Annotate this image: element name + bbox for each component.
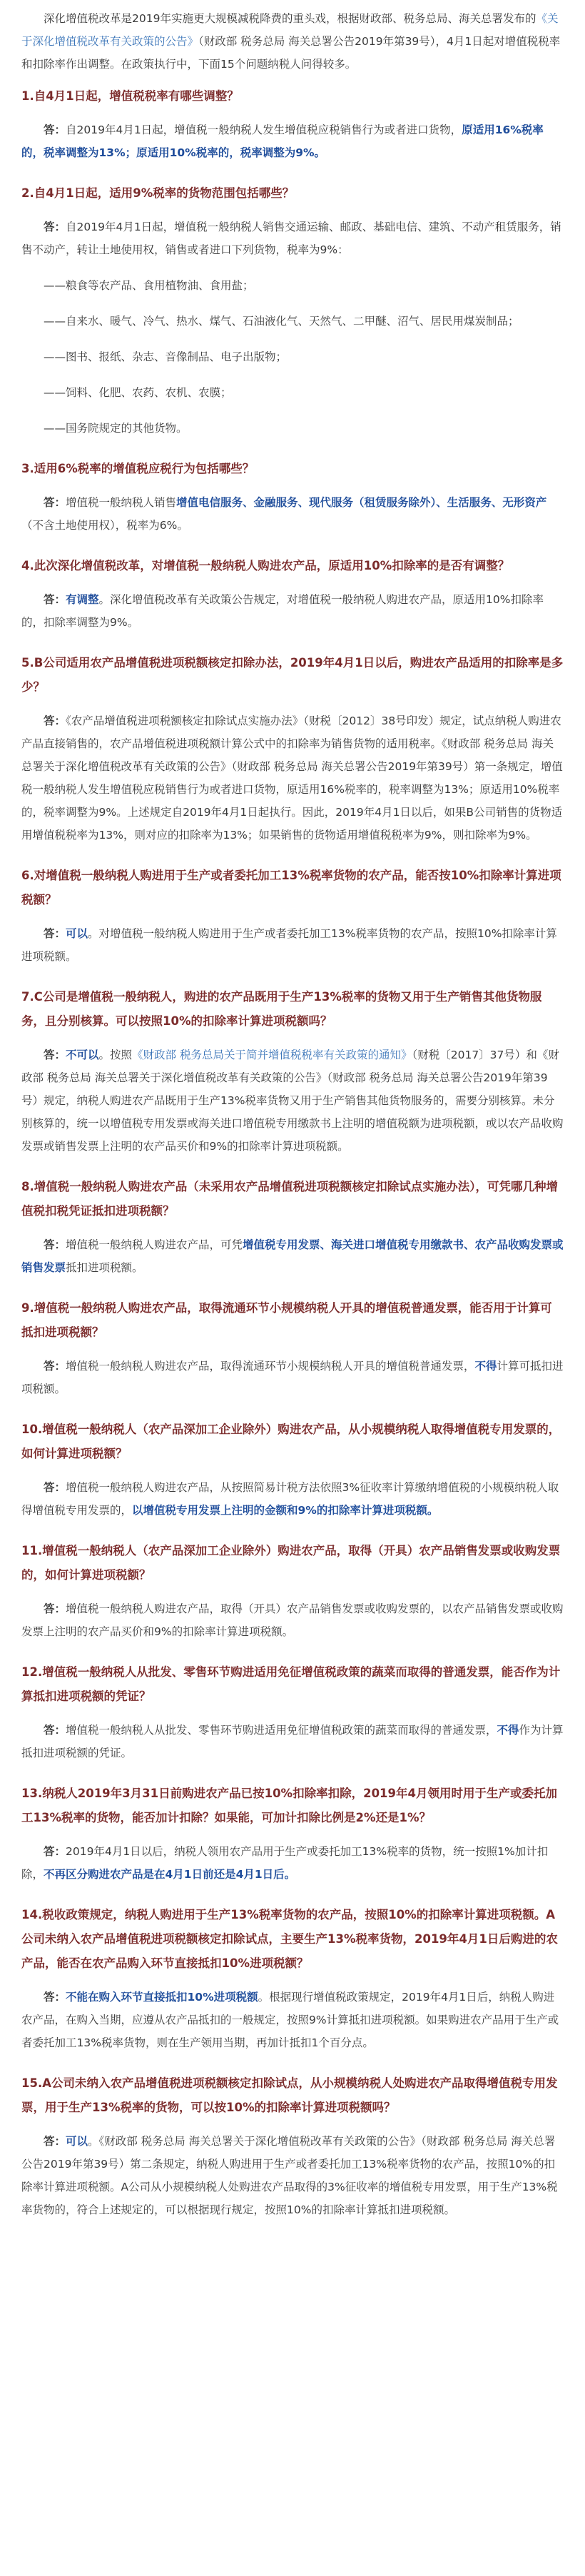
- qa-item-9: [21, 1296, 564, 1400]
- qa-item-13: [21, 1782, 564, 1886]
- question-11: 11.增值税一般纳税人（农产品深加工企业除外）购进农产品，取得（开具）农产品销售发票或收购发票的，如何计算进项税额？: [21, 1544, 561, 1582]
- question-7: 7.C公司是增值税一般纳税人，购进的农产品既用于生产13%税率的货物又用于生产销售其他货物服务，且分别核算。可以按照10%的扣除率计算进项税额吗？: [21, 990, 542, 1028]
- qa-item-15: [21, 2071, 564, 2221]
- qa-item-8: [21, 1175, 564, 1279]
- answer-8: 答：增值税一般纳税人购进农产品，可凭增值税专用发票、海关进口增值税专用缴款书、农产品收购发票或销售发票抵扣进项税额。: [21, 1238, 564, 1274]
- question-4: 4.此次深化增值税改革，对增值税一般纳税人购进农产品，原适用10%扣除率的是否有调整？: [21, 559, 510, 572]
- list-item: ——粮食等农产品、食用植物油、食用盐；: [44, 279, 254, 292]
- qa-item-3: [21, 457, 564, 537]
- qa-item-7: [21, 985, 564, 1158]
- list-item: ——饲料、化肥、农药、农机、农膜；: [44, 386, 232, 399]
- qa-item-4: [21, 554, 564, 634]
- list-item: ——图书、报纸、杂志、音像制品、电子出版物；: [44, 350, 288, 363]
- question-10: 10.增值税一般纳税人（农产品深加工企业除外）购进农产品，从小规模纳税人取得增值税专用发票的，如何计算进项税额？: [21, 1423, 561, 1460]
- answer-2: 答：自2019年4月1日起，增值税一般纳税人销售交通运输、邮政、基础电信、建筑、不动产租赁服务，销售不动产，转让土地使用权，销售或者进口下列货物，税率为9%：: [21, 221, 561, 256]
- question-1: 1.自4月1日起，增值税税率有哪些调整？: [21, 89, 239, 103]
- answer-3: 答：增值税一般纳税人销售增值电信服务、金融服务、现代服务（租赁服务除外）、生活服务、无形资产（不含土地使用权），税率为6%。: [21, 496, 547, 532]
- answer-6: 答：可以。对增值税一般纳税人购进用于生产或者委托加工13%税率货物的农产品，按照10%扣除率计算进项税额。: [21, 927, 557, 963]
- qa-item-1: [21, 84, 564, 164]
- qa-item-14: [21, 1903, 564, 2054]
- policy-link[interactable]: 《关于深化增值税改革有关政策的公告》: [21, 12, 559, 48]
- qa-item-6: [21, 864, 564, 968]
- qa-item-2: [21, 181, 564, 440]
- list-item: ——国务院规定的其他货物。: [44, 422, 188, 435]
- question-9: 9.增值税一般纳税人购进农产品，取得流通环节小规模纳税人开具的增值税普通发票，能否用于计算可抵扣进项税额？: [21, 1301, 552, 1339]
- answer-5: 答：《农产品增值税进项税额核定扣除试点实施办法》（财税〔2012〕38号印发）规定，试点纳税人购进农产品直接销售的，农产品增值税进项税额计算公式中的扣除率为销售货物的适用税率。《财政部 税务总局 海关总署关于深化增值税改革有关政策的公告》（财政部 税务总局 海关总署公告2019年第39号）第一条规定，增值税一般纳税人发生增值税应税销售行为或者进口货物，原适用16%税率的，税率调整为13%；原适用10%税率的，税率调整为9%。上述规定自2019年4月1日起执行。因此，2019年4月1日以后，如果B公司销售的货物适用增值税税率为13%，则对应的扣除率为13%；如果销售的货物适用增值税税率为9%，则扣除率为9%。: [21, 714, 563, 842]
- question-15: 15.A公司未纳入农产品增值税进项税额核定扣除试点，从小规模纳税人处购进农产品取得增值税专用发票，用于生产13%税率的货物，可以按10%的扣除率计算进项税额吗？: [21, 2076, 558, 2114]
- qa-item-12: [21, 1660, 564, 1764]
- intro-paragraph: 深化增值税改革是2019年实施更大规模减税降费的重头戏，根据财政部、税务总局、海关总署发布的《关于深化增值税改革有关政策的公告》（财政部 税务总局 海关总署公告2019年第39号），4月1日起对增值税税率和扣除率作出调整。在政策执行中，下面15个问题纳税人问得较多。: [21, 12, 561, 71]
- qa-item-5: [21, 651, 564, 847]
- question-5: 5.B公司适用农产品增值税进项税额核定扣除办法，2019年4月1日以后，购进农产品适用的扣除率是多少？: [21, 656, 564, 694]
- answer-4: 答：有调整。深化增值税改革有关政策公告规定，对增值税一般纳税人购进农产品，原适用10%扣除率的，扣除率调整为9%。: [21, 593, 544, 629]
- list-item: ——自来水、暖气、冷气、热水、煤气、石油液化气、天然气、二甲醚、沼气、居民用煤炭制品；: [44, 315, 519, 328]
- qa-item-11: [21, 1539, 564, 1643]
- question-3: 3.适用6%税率的增值税应税行为包括哪些？: [21, 462, 255, 475]
- goods-list: [21, 274, 564, 440]
- answer-10: 答：增值税一般纳税人购进农产品，从按照简易计税方法依照3%征收率计算缴纳增值税的小规模纳税人取得增值税专用发票的，以增值税专用发票上注明的金额和9%的扣除率计算进项税额。: [21, 1481, 559, 1517]
- qa-item-10: [21, 1418, 564, 1522]
- question-14: 14.税收政策规定，纳税人购进用于生产13%税率货物的农产品，按照10%的扣除率计算进项税额。A公司未纳入农产品增值税进项税额核定扣除试点，主要生产13%税率货物，2019年4月1日后购进的农产品，能否在农产品购入环节直接抵扣10%进项税额？: [21, 1908, 558, 1970]
- question-6: 6.对增值税一般纳税人购进用于生产或者委托加工13%税率货物的农产品，能否按10%扣除率计算进项税额？: [21, 869, 561, 906]
- notice-link[interactable]: 《财政部 税务总局关于简并增值税税率有关政策的通知》: [132, 1049, 412, 1061]
- question-12: 12.增值税一般纳税人从批发、零售环节购进适用免征增值税政策的蔬菜而取得的普通发票，能否作为计算抵扣进项税额的凭证？: [21, 1665, 561, 1703]
- question-13: 13.纳税人2019年3月31日前购进农产品已按10%扣除率扣除，2019年4月领用时用于生产或委托加工13%税率的货物，能否加计扣除？如果能，可加计扣除比例是2%还是1%？: [21, 1787, 557, 1824]
- answer-14: 答：不能在购入环节直接抵扣10%进项税额。根据现行增值税政策规定，2019年4月1日后，纳税人购进农产品，在购入当期，应遵从农产品抵扣的一般规定，按照9%计算抵扣进项税额。如果购进农产品用于生产或者委托加工13%税率货物，则在生产领用当期，再加计抵扣1个百分点。: [21, 1991, 559, 2049]
- answer-1: 答：自2019年4月1日起，增值税一般纳税人发生增值税应税销售行为或者进口货物，原适用16%税率的，税率调整为13%；原适用10%税率的，税率调整为9%。: [21, 123, 544, 159]
- answer-15: 答：可以。《财政部 税务总局 海关总署关于深化增值税改革有关政策的公告》（财政部 税务总局 海关总署公告2019年第39号）第二条规定，纳税人购进用于生产或者委托加工13%税率货物的农产品，按照10%的扣除率计算进项税额。A公司从小规模纳税人处购进农产品取得的3%征收率的增值税专用发票，用于生产13%税率货物的，符合上述规定的，可以根据现行规定，按照10%的扣除率计算抵扣进项税额。: [21, 2135, 558, 2216]
- answer-9: 答：增值税一般纳税人购进农产品，取得流通环节小规模纳税人开具的增值税普通发票，不得计算可抵扣进项税额。: [21, 1360, 564, 1395]
- answer-12: 答：增值税一般纳税人从批发、零售环节购进适用免征增值税政策的蔬菜而取得的普通发票，不得作为计算抵扣进项税额的凭证。: [21, 1724, 564, 1759]
- question-8: 8.增值税一般纳税人购进农产品（未采用农产品增值税进项税额核定扣除试点实施办法），可凭哪几种增值税扣税凭证抵扣进项税额？: [21, 1180, 558, 1218]
- answer-11: 答：增值税一般纳税人购进农产品，取得（开具）农产品销售发票或收购发票的，以农产品销售发票或收购发票上注明的农产品买价和9%的扣除率计算进项税额。: [21, 1602, 564, 1638]
- answer-7: 答：不可以。按照《财政部 税务总局关于简并增值税税率有关政策的通知》（财税〔2017〕37号）和《财政部 税务总局 海关总署关于深化增值税改革有关政策的公告》（财政部 税务总局 海关总署公告2019年第39号）规定，纳税人购进农产品既用于生产13%税率货物又用于生产销售其他货物服务的，需要分别核算。未分别核算的，统一以增值税专用发票或海关进口增值税专用缴款书上注明的增值税额为进项税额，或以农产品收购发票或销售发票上注明的农产品买价和9%的扣除率计算进项税额。: [21, 1049, 564, 1153]
- question-2: 2.自4月1日起，适用9%税率的货物范围包括哪些？: [21, 186, 295, 200]
- answer-13: 答：2019年4月1日以后，纳税人领用农产品用于生产或委托加工13%税率的货物，统一按照1%加计扣除，不再区分购进农产品是在4月1日前还是4月1日后。: [21, 1845, 549, 1881]
